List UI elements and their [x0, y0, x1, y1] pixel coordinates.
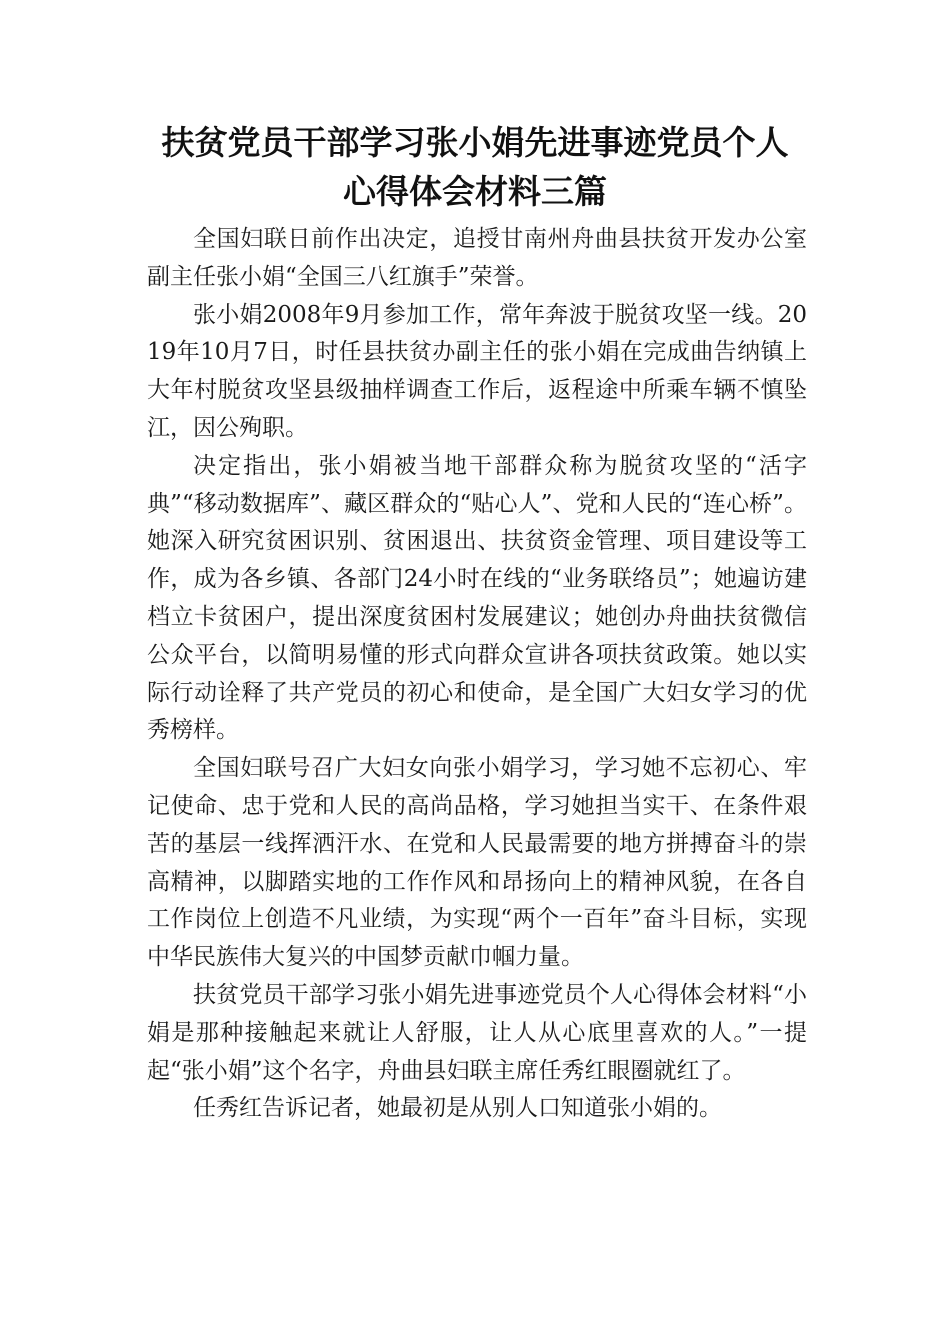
document-title-line-1: 扶贫党员干部学习张小娟先进事迹党员个人	[161, 123, 789, 162]
paragraph: 全国妇联号召广大妇女向张小娟学习，学习她不忘初心、牢记使命、忠于党和人民的高尚品格，学习她担当实干、在条件艰苦的基层一线挥洒汗水、在党和人民最需要的地方拼搏奋斗的崇高精神，以脚踏实地的工作作风和昂扬向上的精神风貌，在各自工作岗位上创造不凡业绩，为实现“两个一百年”奋斗目标，实现中华民族伟大复兴的中国梦贡献巾帼力量。	[147, 755, 807, 971]
document-title-line-2: 心得体会材料三篇	[343, 172, 607, 211]
paragraph: 任秀红告诉记者，她最初是从别人口知道张小娟的。	[193, 1095, 722, 1122]
paragraph: 决定指出，张小娟被当地干部群众称为脱贫攻坚的“活字典”“移动数据库”、藏区群众的“贴心人”、党和人民的“连心桥”。她深入研究贫困识别、贫困退出、扶贫资金管理、项目建设等工作，成为各乡镇、各部门24小时在线的“业务联络员”；她遍访建档立卡贫困户，提出深度贫困村发展建议；她创办舟曲扶贫微信公众平台，以简明易懂的形式向群众宣讲各项扶贫政策。她以实际行动诠释了共产党员的初心和使命，是全国广大妇女学习的优秀榜样。	[147, 452, 807, 744]
paragraph: 扶贫党员干部学习张小娟先进事迹党员个人心得体会材料“小娟是那种接触起来就让人舒服，让人从心底里喜欢的人。”一提起“张小娟”这个名字，舟曲县妇联主席任秀红眼圈就红了。	[147, 981, 807, 1084]
paragraph: 张小娟2008年9月参加工作，常年奔波于脱贫攻坚一线。2019年10月7日，时任县扶贫办副主任的张小娟在完成曲告纳镇上大年村脱贫攻坚县级抽样调查工作后，返程途中所乘车辆不慎坠江，因公殉职。	[147, 301, 807, 441]
paragraph: 全国妇联日前作出决定，追授甘南州舟曲县扶贫开发办公室副主任张小娟“全国三八红旗手”荣誉。	[147, 226, 807, 290]
document-body	[147, 221, 807, 1128]
